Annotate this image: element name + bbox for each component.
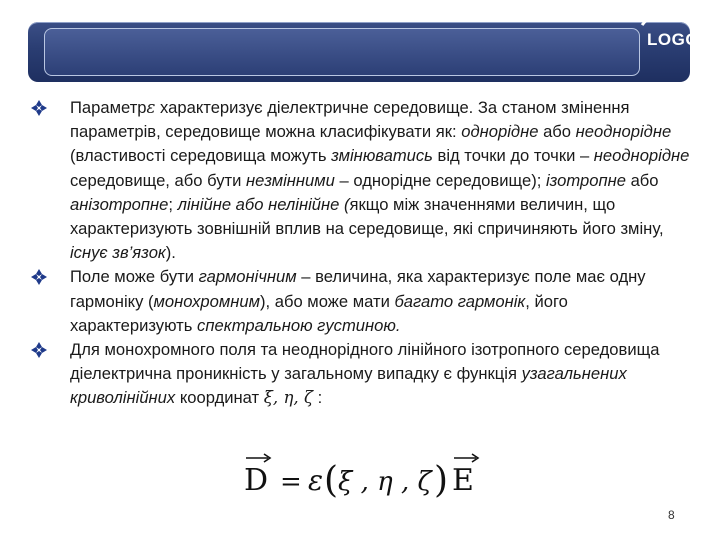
text-run: існує зв’язок xyxy=(70,243,166,263)
text-run: або xyxy=(625,170,659,190)
diamond-bullet-icon xyxy=(30,99,48,117)
page-number: 8 xyxy=(668,508,675,522)
text-run: анізотропне xyxy=(70,194,169,214)
bullet-paragraph-2 xyxy=(30,265,690,338)
text-run: або xyxy=(538,122,576,142)
bullet-paragraph-1 xyxy=(30,96,690,265)
formula-open-paren: ( xyxy=(324,460,339,500)
diamond-bullet-icon xyxy=(30,341,48,359)
text-run: незмінними xyxy=(246,170,335,190)
text-run: , його характеризують xyxy=(70,291,568,335)
diamond-bullet-icon xyxy=(30,268,48,286)
text-run: ε xyxy=(146,98,156,117)
text-run: спектральною густиною. xyxy=(197,315,401,335)
logo xyxy=(634,4,720,76)
text-run: неоднорідне xyxy=(575,122,672,142)
bullet-paragraph-3 xyxy=(30,338,690,411)
permittivity-formula xyxy=(238,450,498,500)
text-run: змінюватись xyxy=(331,146,433,166)
text-run: (властивості середовища можуть xyxy=(70,146,332,166)
text-run: гармонічним xyxy=(198,267,297,287)
text-run: лінійне або нелінійне ( xyxy=(177,194,350,214)
text-run: Поле може бути xyxy=(70,267,199,287)
text-run: Для монохромного поля та неоднорідного лінійного ізотропного середовища діелектрична проникність у загальному випадку є функція xyxy=(70,340,660,384)
text-run: монохромним xyxy=(153,291,260,311)
formula-rhs: E xyxy=(452,463,474,498)
text-run: ізотропне xyxy=(545,170,626,190)
text-run: Параметр xyxy=(70,98,147,117)
text-run: : xyxy=(312,388,323,408)
formula-arguments: ξ , η , ζ xyxy=(338,467,432,497)
text-run: якщо між значеннями величин, що характеризують зовнішній вплив на середовище, які спричиняють його зміну, xyxy=(70,194,664,239)
bullet-text xyxy=(70,267,646,334)
text-run: ). xyxy=(165,243,176,263)
text-run: від точки до точки – xyxy=(432,146,594,166)
bullet-text xyxy=(70,340,660,407)
text-run: – величина, яка характеризує поле має одну гармоніку ( xyxy=(70,267,646,311)
formula-lhs: D xyxy=(244,463,269,498)
text-run: багато гармонік xyxy=(394,291,526,311)
formula-equals: = xyxy=(280,467,302,497)
text-run: ), або може мати xyxy=(259,291,395,311)
text-run: узагальнених криволінійних xyxy=(70,364,627,408)
formula-close-paren: ) xyxy=(434,460,449,500)
text-run: однорідне xyxy=(461,122,539,142)
text-run: ξ, η, ζ xyxy=(263,388,313,408)
text-run: середовище, або бути xyxy=(70,170,247,190)
text-run: координат xyxy=(175,388,264,408)
logo-text: LOGO xyxy=(647,30,700,49)
formula-epsilon: ε xyxy=(308,464,324,497)
text-run: неоднорідне xyxy=(593,146,690,166)
title-placeholder-bar xyxy=(44,28,640,76)
text-run: характеризує діелектричне середовище. За станом змінення параметрів, середовище можна класифікувати як: xyxy=(70,98,630,142)
slide-body xyxy=(30,96,690,411)
text-run: ; xyxy=(168,194,178,214)
bullet-text xyxy=(70,98,689,262)
text-run: – однорідне середовище); xyxy=(334,170,546,190)
